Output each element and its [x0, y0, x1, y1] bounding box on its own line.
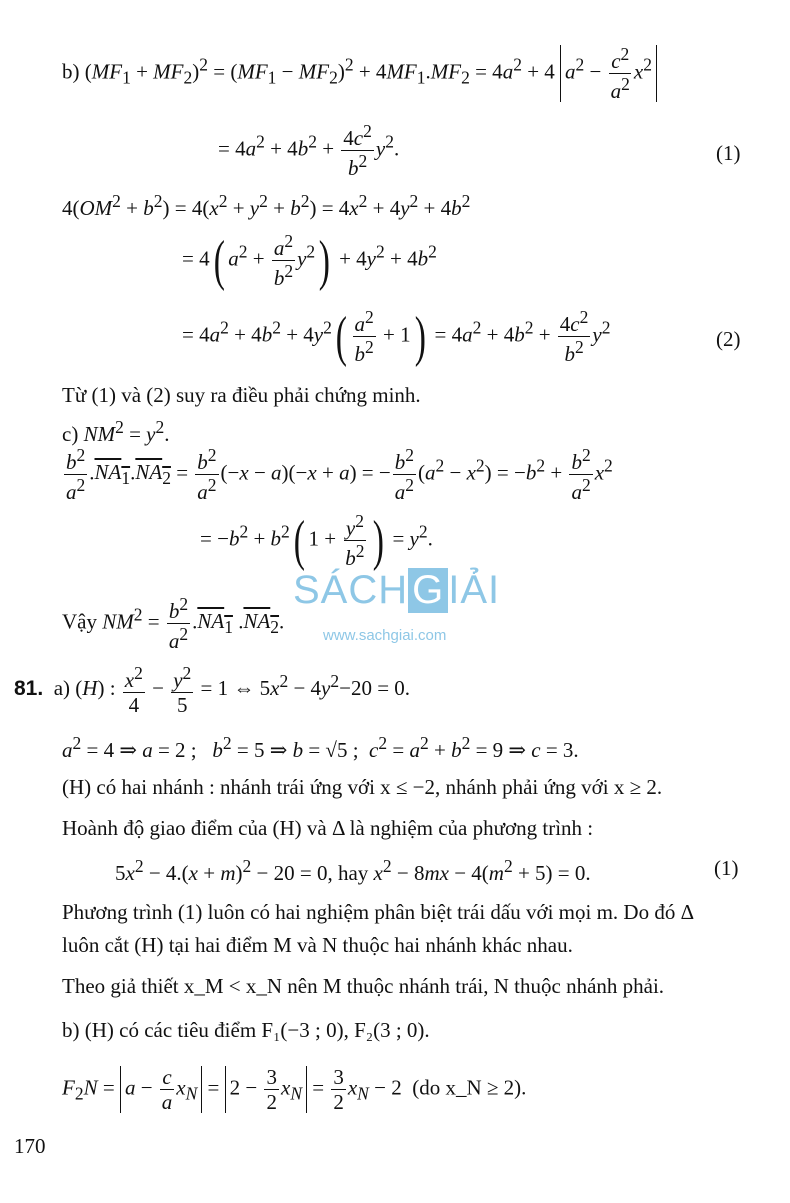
watermark-url: www.sachgiai.com — [323, 627, 447, 644]
hypothesis-text: Theo giả thiết x_M < x_N nên M thuộc nhánh trái, N thuộc nhánh phải. — [62, 974, 665, 998]
eq-om-line3: = $4a^2 + 4b^2 + 4y^2$( $\frac{a^2}{b^2}$ + $1) = 4a^2 + 4b^2$ + $\frac{4c^2}{b^2}$ $y^2$ — [182, 305, 611, 368]
label-a: a) — [53, 675, 71, 700]
foci-text: b) (H) có các tiêu điểm F₁(−3 ; 0), F₂(3 ; 0). — [62, 1018, 430, 1042]
vay-label: Vậy — [62, 609, 97, 634]
eq-b-line2: = $4a^2 + 4b^2$ + $\frac{4c^2}{b^2}$ $y^2$. — [218, 121, 400, 181]
do-xn: (do x_N ≥ 2). — [412, 1075, 527, 1100]
eq-tag-1: (1) — [716, 141, 741, 165]
two-roots-1: Phương trình (1) luôn có hai nghiệm phân biệt trái dấu với mọi m. Do đó Δ — [62, 900, 695, 924]
ex81-eq1: $5x^2 - 4.(x + m)^2 - 20 = 0$, hay $x^2 - 8mx - 4(m^2 + 5) = 0$. — [115, 856, 591, 885]
f2n-eq: $F_2N = a$ − $\frac{c}{a}$ $x_N = 2$ − $\frac{3}{2}$ $x_N$ = $\frac{3}{2}$ $x_N - 2$ (do x_N ≥ 2). — [62, 1065, 527, 1115]
label-c: c) — [62, 422, 79, 446]
eq-b-line1: b) $(MF_1 + MF_2)^2 = (MF_1 - MF_2)^2 + 4MF_1.MF_2 = 4a^2 + 4$ $a^2$ − $\frac{c^2}{a^2}$ $x^2$ — [62, 45, 657, 102]
ex81-line1: 81. a) (H) : $\frac{x^2}{4}$ − $\frac{y^2}{5}$ = 1 ⇔ $5x^2 - 4y^2-20 = 0$. — [14, 663, 411, 718]
branches-text: (H) có hai nhánh : nhánh trái ứng với x ≤ −2, nhánh phải ứng với x ≥ 2. — [62, 775, 663, 799]
eq-om-line2: = 4( $a^2$ + $\frac{a^2}{b^2}$ $y^2) + 4y^2 + 4b^2$ — [182, 229, 437, 292]
ex81-line2: $a^2 = 4$ ⇒ a = 2 ; $b^2 = 5$ ⇒ b = √5 ; $c^2 = a^2 + b^2 = 9$ ⇒ c = 3. — [62, 733, 579, 762]
eq-om-line1: $4(OM^2 + b^2) = 4(x^2 + y^2 + b^2) = 4x^2 + 4y^2 + 4b^2$ — [62, 191, 471, 220]
conclusion-b: Từ (1) và (2) suy ra điều phải chứng minh. — [62, 383, 421, 407]
two-roots-2: luôn cắt (H) tại hai điểm M và N thuộc hai nhánh khác nhau. — [62, 933, 573, 957]
eq-tag-2: (2) — [716, 327, 741, 351]
eq-tag-1b: (1) — [714, 856, 739, 880]
eq-c-line2: $\frac{b^2}{a^2}$ $.NA_1.NA_2$ = $\frac{b^2}{a^2}$ (−x − a)(−x + a) = − $\frac{b^2}{a^2}$ $(a^2 - x^2) = -b^2$ + $\frac{b^2}{a^2}$ $x^2$ — [66, 445, 613, 505]
page-number: 170 — [14, 1134, 46, 1158]
eq-c-line4: Vậy $NM^2$ = $\frac{b^2}{a^2}$ $.NA_1$ $.NA_2$. — [62, 594, 285, 654]
eq-c-line1: c) $NM^2 = y^2$. — [62, 417, 170, 446]
watermark-logo: SÁCH G IẢI — [293, 568, 501, 612]
intersect-text: Hoành độ giao điểm của (H) và Δ là nghiệm của phương trình : — [62, 816, 594, 840]
eq-c-line3: = $-b^2 + b^2$( 1 + $\frac{y^2}{b^2}$ ) = $y^2$. — [200, 509, 433, 572]
exercise-number: 81. — [14, 676, 44, 700]
